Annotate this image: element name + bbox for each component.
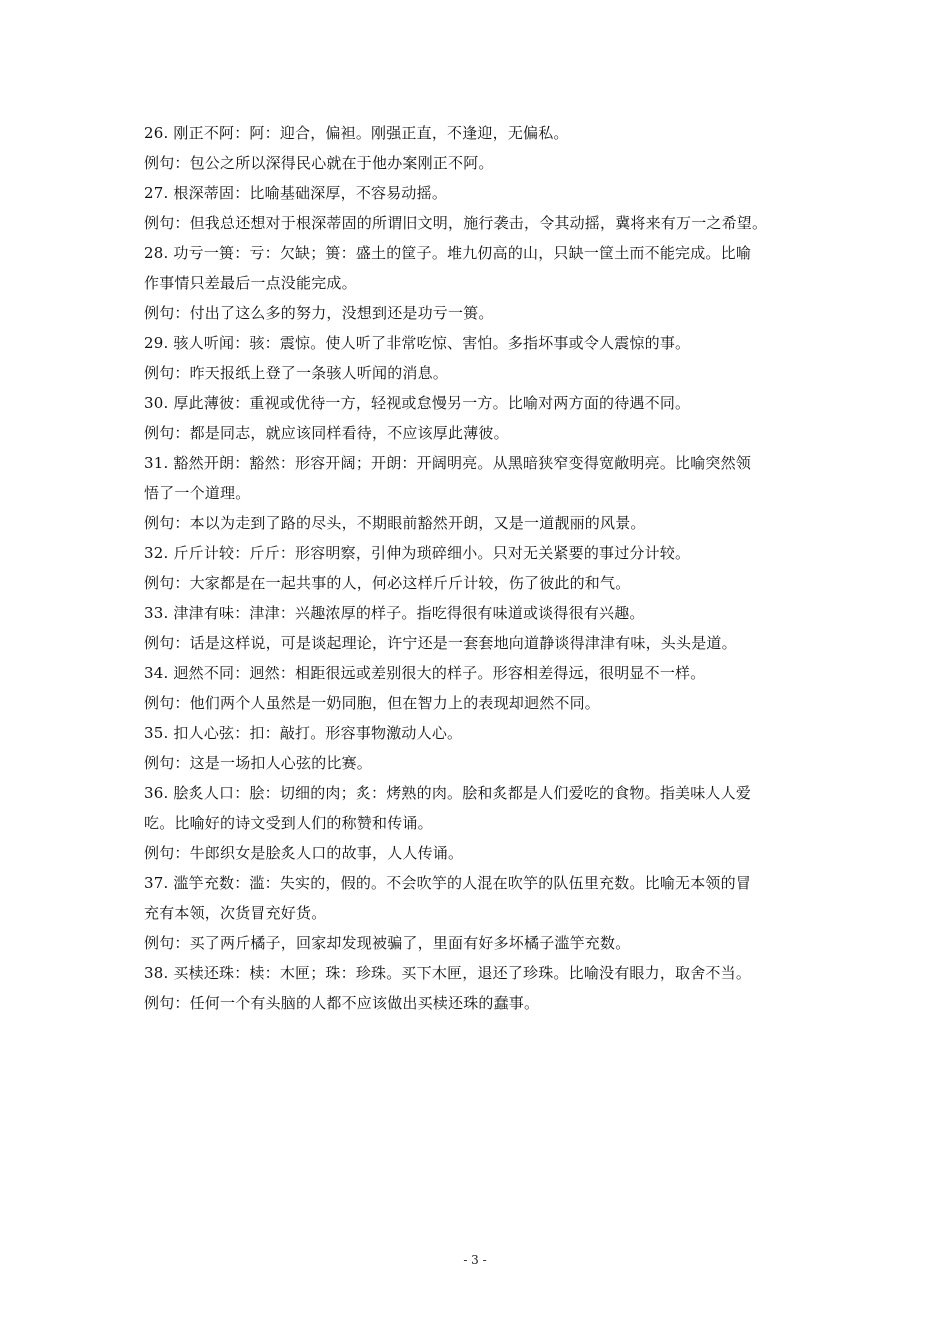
text-line: 37. 滥竽充数：滥：失实的，假的。不会吹竽的人混在吹竽的队伍里充数。比喻无本领的冒 [144, 874, 752, 892]
text-line: 充有本领，次货冒充好货。 [144, 904, 327, 922]
text-line: 例句：话是这样说，可是谈起理论，许宁还是一套套地向道静谈得津津有味，头头是道。 [144, 634, 737, 652]
text-line: 例句：这是一场扣人心弦的比赛。 [144, 754, 373, 772]
text-line: 28. 功亏一篑：亏：欠缺；篑：盛土的筐子。堆九仞高的山，只缺一筐土而不能完成。比喻 [144, 244, 752, 262]
text-line: 例句：包公之所以深得民心就在于他办案刚正不阿。 [144, 154, 494, 172]
text-line: 作事情只差最后一点没能完成。 [144, 274, 357, 292]
text-line: 例句：本以为走到了路的尽头，不期眼前豁然开朗，又是一道靓丽的风景。 [144, 514, 646, 532]
text-line: 例句：他们两个人虽然是一奶同胞，但在智力上的表现却迥然不同。 [144, 694, 601, 712]
text-line: 26. 刚正不阿：阿：迎合，偏袒。刚强正直，不逢迎，无偏私。 [144, 124, 569, 142]
text-line: 29. 骇人听闻：骇：震惊。使人听了非常吃惊、害怕。多指坏事或令人震惊的事。 [144, 334, 691, 352]
page-number: - 3 - [463, 1253, 487, 1267]
text-line: 例句：买了两斤橘子，回家却发现被骗了，里面有好多坏橘子滥竽充数。 [144, 934, 631, 952]
text-line: 悟了一个道理。 [144, 484, 251, 502]
text-line: 吃。比喻好的诗文受到人们的称赞和传诵。 [144, 814, 433, 832]
text-line: 例句：但我总还想对于根深蒂固的所谓旧文明，施行袭击，令其动摇，冀将来有万一之希望。 [144, 214, 768, 232]
document-body [144, 118, 814, 1018]
text-line: 例句：牛郎织女是脍炙人口的故事，人人传诵。 [144, 844, 464, 862]
text-line: 例句：大家都是在一起共事的人，何必这样斤斤计较，伤了彼此的和气。 [144, 574, 631, 592]
text-line: 34. 迥然不同：迥然：相距很远或差别很大的样子。形容相差得远，很明显不一样。 [144, 664, 706, 682]
text-line: 例句：付出了这么多的努力，没想到还是功亏一篑。 [144, 304, 494, 322]
text-line: 例句：任何一个有头脑的人都不应该做出买椟还珠的蠢事。 [144, 994, 540, 1012]
text-line: 例句：昨天报纸上登了一条骇人听闻的消息。 [144, 364, 449, 382]
text-line: 31. 豁然开朗：豁然：形容开阔；开朗：开阔明亮。从黑暗狭窄变得宽敞明亮。比喻突然领 [144, 454, 752, 472]
text-line: 36. 脍炙人口：脍：切细的肉；炙：烤熟的肉。脍和炙都是人们爱吃的食物。指美味人人爱 [144, 784, 752, 802]
text-line: 35. 扣人心弦：扣：敲打。形容事物激动人心。 [144, 724, 463, 742]
text-line: 32. 斤斤计较：斤斤：形容明察，引伸为琐碎细小。只对无关紧要的事过分计较。 [144, 544, 691, 562]
text-line: 例句：都是同志，就应该同样看待，不应该厚此薄彼。 [144, 424, 509, 442]
text-line: 33. 津津有味：津津：兴趣浓厚的样子。指吃得很有味道或谈得很有兴趣。 [144, 604, 645, 622]
text-line: 30. 厚此薄彼：重视或优待一方，轻视或怠慢另一方。比喻对两方面的待遇不同。 [144, 394, 691, 412]
text-line: 38. 买椟还珠：椟：木匣；珠：珍珠。买下木匣，退还了珍珠。比喻没有眼力，取舍不当。 [144, 964, 752, 982]
text-line: 27. 根深蒂固：比喻基础深厚，不容易动摇。 [144, 184, 448, 202]
